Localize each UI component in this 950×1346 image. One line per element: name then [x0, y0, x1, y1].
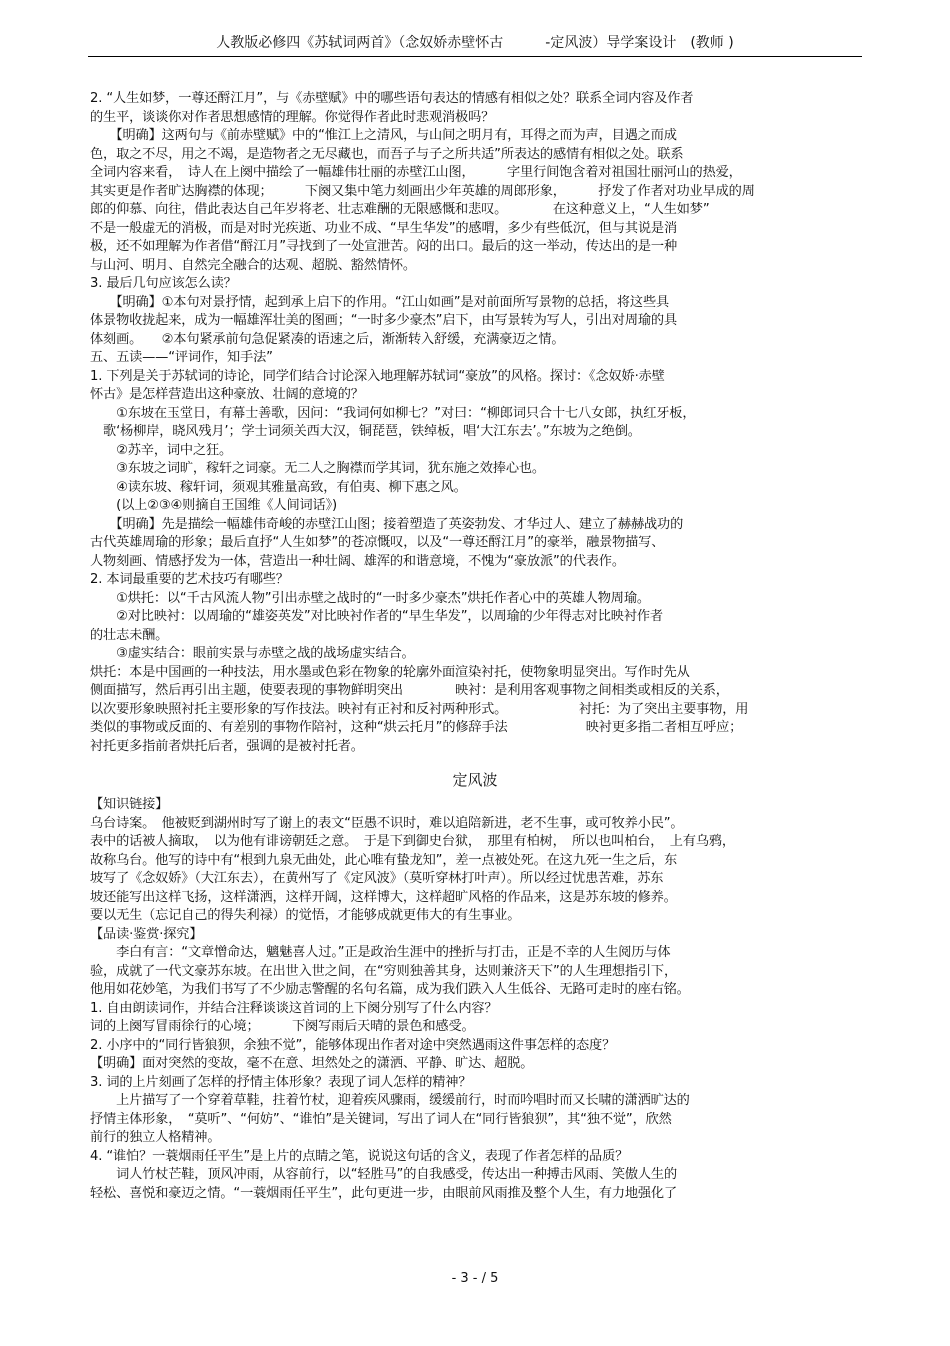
- text-line: ①东坡在玉堂日，有幕士善歌，因问：“我词何如柳七？”对曰：“柳郎词只合十七八女郎，执红牙板，: [90, 405, 696, 421]
- text-line: 郎的仰慕、向往，借此表达自己年岁将老、壮志难酬的无限感慨和悲叹。 在这种意义上，“人生如梦”: [90, 202, 710, 217]
- text-line: 词的上阕写冒雨徐行的心境； 下阕写雨后天晴的景色和感受。: [90, 1019, 475, 1034]
- text-line: 全词内容来看， 诗人在上阕中描绘了一幅雄伟壮丽的赤壁江山图， 字里行间饱含着对祖国壮丽河山的热爱，: [90, 165, 742, 180]
- text-line: ③东坡之词旷，稼轩之词豪。无二人之胸襟而学其词，犹东施之效捧心也。: [90, 461, 545, 476]
- text-line: 李白有言：“文章憎命达，魑魅喜人过。”正是政治生涯中的挫折与打击，正是不幸的人生阅历与体: [90, 945, 671, 960]
- text-line: 体景物收拢起来，成为一幅雄浑壮美的图画；“一时多少豪杰”启下，由写景转为写人，引出对周瑜的具: [90, 313, 678, 328]
- page-content: [90, 90, 860, 1203]
- text-line: ④读东坡、稼轩词，须观其雅量高致，有伯夷、柳下惠之风。: [90, 479, 467, 495]
- page-number: - 3 - / 5: [451, 1271, 499, 1286]
- text-line: 前行的独立人格精神。: [90, 1130, 221, 1145]
- text-line: 怀古》是怎样营造出这种豪放、壮阔的意境的？: [90, 387, 364, 402]
- text-line: 要以无生（忘记自己的得失利禄）的觉悟，才能够成就更伟大的有生事业。: [90, 908, 521, 923]
- text-line: 侧面描写，然后再引出主题，使要表现的事物鲜明突出 映衬：是利用客观事物之间相类或相反的关系，: [90, 683, 729, 698]
- text-line: 色，取之不尽，用之不竭，是造物者之无尽藏也，而吾子与子之所共适”所表达的感情有相似之处。联系: [90, 146, 684, 162]
- text-line: 坡写了《念奴娇》（大江东去），在黄州写了《定风波》（莫听穿林打叶声）。所以经过忧患苦难，苏东: [90, 871, 664, 886]
- text-line: 验，成就了一代文豪苏东坡。在出世入世之间，在“穷则独善其身，达则兼济天下”的人生理想指引下，: [90, 963, 678, 979]
- text-line: 的生平，谈谈你对作者思想感情的理解。你觉得作者此时悲观消极吗？: [90, 109, 495, 125]
- text-line: 他用如花妙笔，为我们书写了不少励志警醒的名句名篇，成为我们跌入人生低谷、无路可走时的座右铭。: [90, 982, 690, 997]
- section-title-ding-feng-bo: 定风波: [452, 771, 498, 789]
- text-line: 1. 下列是关于苏轼词的诗论，同学们结合讨论深入地理解苏轼词“豪放”的风格。探讨：《念奴娇·赤壁: [90, 368, 665, 384]
- text-line: 人物刻画、情感抒发为一体，营造出一种壮阔、雄浑的和谐意境，不愧为“豪放派”的代表作。: [90, 553, 625, 569]
- text-line: 【明确】这两句与《前赤壁赋》中的“惟江上之清风，与山间之明月有，耳得之而为声，目遇之而成: [90, 128, 677, 143]
- text-line: 【明确】面对突然的变故，毫不在意、坦然处之的潇洒、平静、旷达、超脱。: [90, 1056, 534, 1071]
- text-line: 2. “人生如梦，一尊还酹江月”，与《赤壁赋》中的哪些语句表达的情感有相似之处？联系全词内容及作者: [90, 91, 694, 106]
- text-line: 抒情主体形象， “莫听”、“何妨”、“谁怕”是关键词，写出了词人在“同行皆狼狈”，其“独不觉”，欣然: [90, 1111, 672, 1127]
- text-line: 与山河、明月、自然完全融合的达观、超脱、豁然情怀。: [90, 257, 416, 273]
- text-line: 3. 最后几句应该怎么读？: [90, 276, 237, 291]
- page-header: 人教版必修四《苏轼词两首》（念奴娇赤壁怀古 -定风波）导学案设计 (教师 ): [216, 35, 734, 51]
- text-line: 不是一般虚无的消极，而是对时光疾逝、功业不成、“早生华发”的感喟，多少有些低沉，但与其说是消: [90, 220, 678, 236]
- text-line: 表中的话被人摘取， 以为他有诽谤朝廷之意。 于是下到御史台狱， 那里有柏树， 所以也叫柏台， 上有乌鸦，: [90, 834, 735, 849]
- text-line: 歌‘杨柳岸，晓风残月’；学士词须关西大汉，铜琵琶，铁绰板，唱‘大江东去’。”东坡为之绝倒。: [90, 424, 641, 439]
- text-line: 类似的事物或反面的、有差别的事物作陪衬，这种“烘云托月”的修辞手法 映衬更多指二者相互呼应；: [90, 720, 743, 735]
- header-rule: [88, 56, 862, 57]
- section-nian-nu-jiao: [90, 90, 860, 756]
- text-line: ③虚实结合：眼前实景与赤壁之战的战场虚实结合。: [90, 646, 415, 661]
- text-line: 词人竹杖芒鞋，顶风冲雨，从容前行，以“轻胜马”的自我感受，传达出一种搏击风雨、笑傲人生的: [90, 1167, 678, 1182]
- text-line: 【品读·鉴赏·探究】: [90, 926, 203, 942]
- text-line: (以上②③④则摘自王国维《人间词话》): [90, 498, 338, 513]
- text-line: 【知识链接】: [90, 797, 169, 812]
- text-line: 【明确】先是描绘一幅雄伟奇峻的赤壁江山图；接着塑造了英姿勃发、才华过人、建立了赫赫战功的: [90, 516, 684, 532]
- text-line: 故称乌台。他写的诗中有“根到九泉无曲处，此心唯有蛰龙知”，差一点被处死。在这九死一生之后，东: [90, 852, 678, 868]
- text-line: 坡还能写出这样飞扬，这样潇洒，这样开阔，这样博大，这样超旷风格的作品来，这是苏东坡的修养。: [90, 889, 677, 905]
- text-line: 衬托更多指前者烘托后者，强调的是被衬托者。: [90, 738, 364, 754]
- text-line: 古代英雄周瑜的形象；最后直抒“人生如梦”的苍凉慨叹，以及“一尊还酹江月”的豪举，融景物描写、: [90, 535, 665, 550]
- text-line: ②苏辛，词中之狂。: [90, 442, 233, 458]
- text-line: 3. 词的上片刻画了怎样的抒情主体形象？表现了词人怎样的精神？: [90, 1074, 472, 1090]
- text-line: 【明确】①本句对景抒情，起到承上启下的作用。“江山如画”是对前面所写景物的总括，将这些具: [90, 294, 670, 310]
- text-line: 上片描写了一个穿着草鞋，拄着竹杖，迎着疾风骤雨，缓缓前行，时而吟唱时而又长啸的潇洒旷达的: [90, 1093, 690, 1108]
- text-line: 以次要形象映照衬托主要形象的写作技法。映衬有正衬和反衬两种形式。 衬托：为了突出主要事物，用: [90, 701, 749, 717]
- text-line: 五、五读——“评词作，知手法”: [90, 350, 273, 365]
- text-line: 的壮志未酬。: [90, 627, 169, 643]
- text-line: 体刻画。 ②本句紧承前句急促紧凑的语速之后，渐渐转入舒缓，充满豪迈之情。: [90, 331, 565, 347]
- text-line: 其实更是作者旷达胸襟的体现； 下阕又集中笔力刻画出少年英雄的周郎形象， 抒发了作者对功业早成的周: [90, 183, 755, 199]
- text-line: 2. 本词最重要的艺术技巧有哪些？: [90, 572, 289, 587]
- text-line: 烘托：本是中国画的一种技法，用水墨或色彩在物象的轮廓外面渲染衬托，使物象明显突出。写作时先从: [90, 664, 690, 680]
- text-line: ②对比映衬：以周瑜的“雄姿英发”对比映衬作者的“早生华发”，以周瑜的少年得志对比映衬作者: [90, 609, 663, 624]
- text-line: 乌台诗案。 他被贬到湖州时写了谢上的表文“臣愚不识时，难以追陪新进，老不生事，或可牧养小民”。: [90, 815, 684, 831]
- text-line: 4. “谁怕？一蓑烟雨任平生”是上片的点睛之笔，说说这句话的含义，表现了作者怎样的品质？: [90, 1148, 629, 1164]
- text-line: 2. 小序中的“同行皆狼狈，余独不觉”，能够体现出作者对途中突然遇雨这件事怎样的态度？: [90, 1037, 616, 1053]
- section-ding-feng-bo: [90, 796, 860, 1203]
- text-line: 轻松、喜悦和豪迈之情。“一蓑烟雨任平生”，此句更进一步，由眼前风雨推及整个人生，有力地强化了: [90, 1185, 678, 1201]
- text-line: 极，还不如理解为作者借“酹江月”寻找到了一处宣泄苦。闷的出口。最后的这一举动，传达出的是一种: [90, 239, 678, 254]
- text-line: ①烘托：以“千古风流人物”引出赤壁之战时的“一时多少豪杰”烘托作者心中的英雄人物周瑜。: [90, 590, 650, 606]
- text-line: 1. 自由朗读词作，并结合注释谈谈这首词的上下阕分别写了什么内容？: [90, 1000, 498, 1016]
